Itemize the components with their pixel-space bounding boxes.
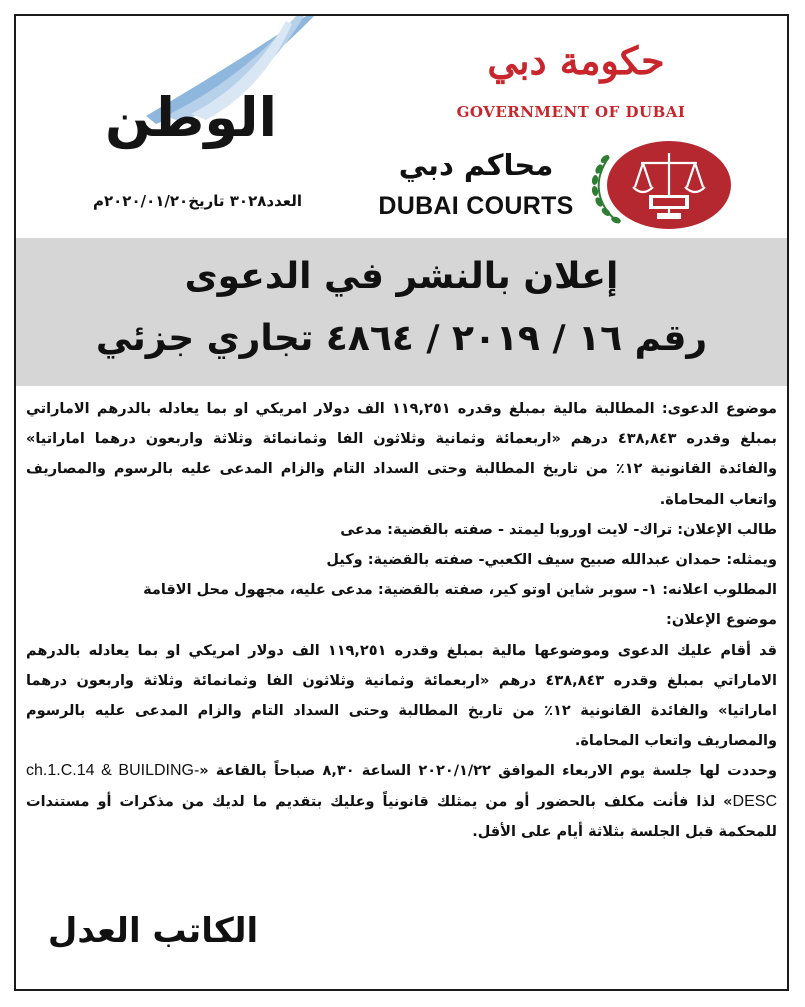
courtroom-code: ch.1.C.14 & BUILDING-DESC — [26, 762, 777, 810]
requester-representative: ويمثله: حمدان عبدالله صبيح سيف الكعبي- صفته بالقضية: وكيل — [326, 552, 777, 569]
courts-scales-emblem-icon — [583, 139, 733, 231]
advertisement-frame — [14, 14, 789, 991]
hearing-details — [26, 756, 777, 847]
title-band — [16, 238, 787, 386]
notice-requester: طالب الإعلان: تراك- لايت اوروبا ليمتد - صفته بالقضية: مدعى — [340, 521, 777, 538]
notice-title: إعلان بالنشر في الدعوى — [184, 256, 619, 297]
courts-name-english: DUBAI COURTS — [378, 192, 574, 220]
notice-subject-text: قد أقام عليك الدعوى وموضوعها مالية بمبلغ وقدره ١١٩,٢٥١ الف دولار امريكي او بما يعادله بالدرهم الاماراتي بمبلغ وقدره ٤٣٨,٨٤٣ درهم «اربعمائة وثمانية وثلاثون الفا وثمانمائة وثلاثة واربعون درهما اماراتيا» والفائدة القانونية ١٢٪ من تاريخ المطالبة وحتى السداد التام والزام المدعى عليه بالرسوم والمصاريف واتعاب المحاماة. — [26, 642, 777, 750]
notice-subject-heading: موضوع الإعلان: — [666, 612, 777, 629]
lawsuit-subject: موضوع الدعوى: المطالبة مالية بمبلغ وقدره ١١٩,٢٥١ الف دولار امريكي او بما يعادله بالدرهم الاماراتي بمبلغ وقدره ٤٣٨,٨٤٣ درهم «اربعمائة وثمانية وثلاثون الفا وثمانمائة وثلاثة واربعون درهما اماراتيا» والفائدة القانونية ١٢٪ من تاريخ المطالبة وحتى السداد التام والزام المدعى عليه بالرسوم والمصاريف واتعاب المحاماة. — [26, 401, 777, 508]
issue-date-line: العدد٣٠٢٨ تاريخ٢٠٢٠/٠١/٢٠م — [92, 192, 302, 210]
hearing-details-start: وحددت لها جلسة يوم الاربعاء الموافق ٢٠٢٠/١/٢٢ الساعة ٨,٣٠ صباحاً بالقاعة « — [199, 763, 777, 780]
hearing-details-end: » لذا فأنت مكلف بالحضور أو من يمثلك قانونياً وعليك بتقديم ما لديك من مذكرات أو مستندات للمحكمة قبل الجلسة بثلاثة أيام على الأقل. — [26, 793, 777, 840]
newspaper-name: الوطن — [104, 86, 278, 149]
case-number: رقم ١٦ / ٢٠١٩ / ٤٨٦٤ تجاري جزئي — [95, 318, 708, 359]
notary-signature: الكاتب العدل — [47, 911, 259, 951]
government-name-arabic: حكومة دبي — [487, 38, 665, 83]
notice-body — [26, 394, 777, 847]
courts-name-arabic: محاكم دبي — [398, 148, 554, 182]
notified-party: المطلوب اعلانه: ١- سوبر شاين اوتو كير، صفته بالقضية: مدعى عليه، مجهول محل الاقامة — [143, 582, 777, 599]
masthead — [16, 16, 787, 238]
government-name-english: GOVERNMENT OF DUBAI — [456, 103, 686, 121]
